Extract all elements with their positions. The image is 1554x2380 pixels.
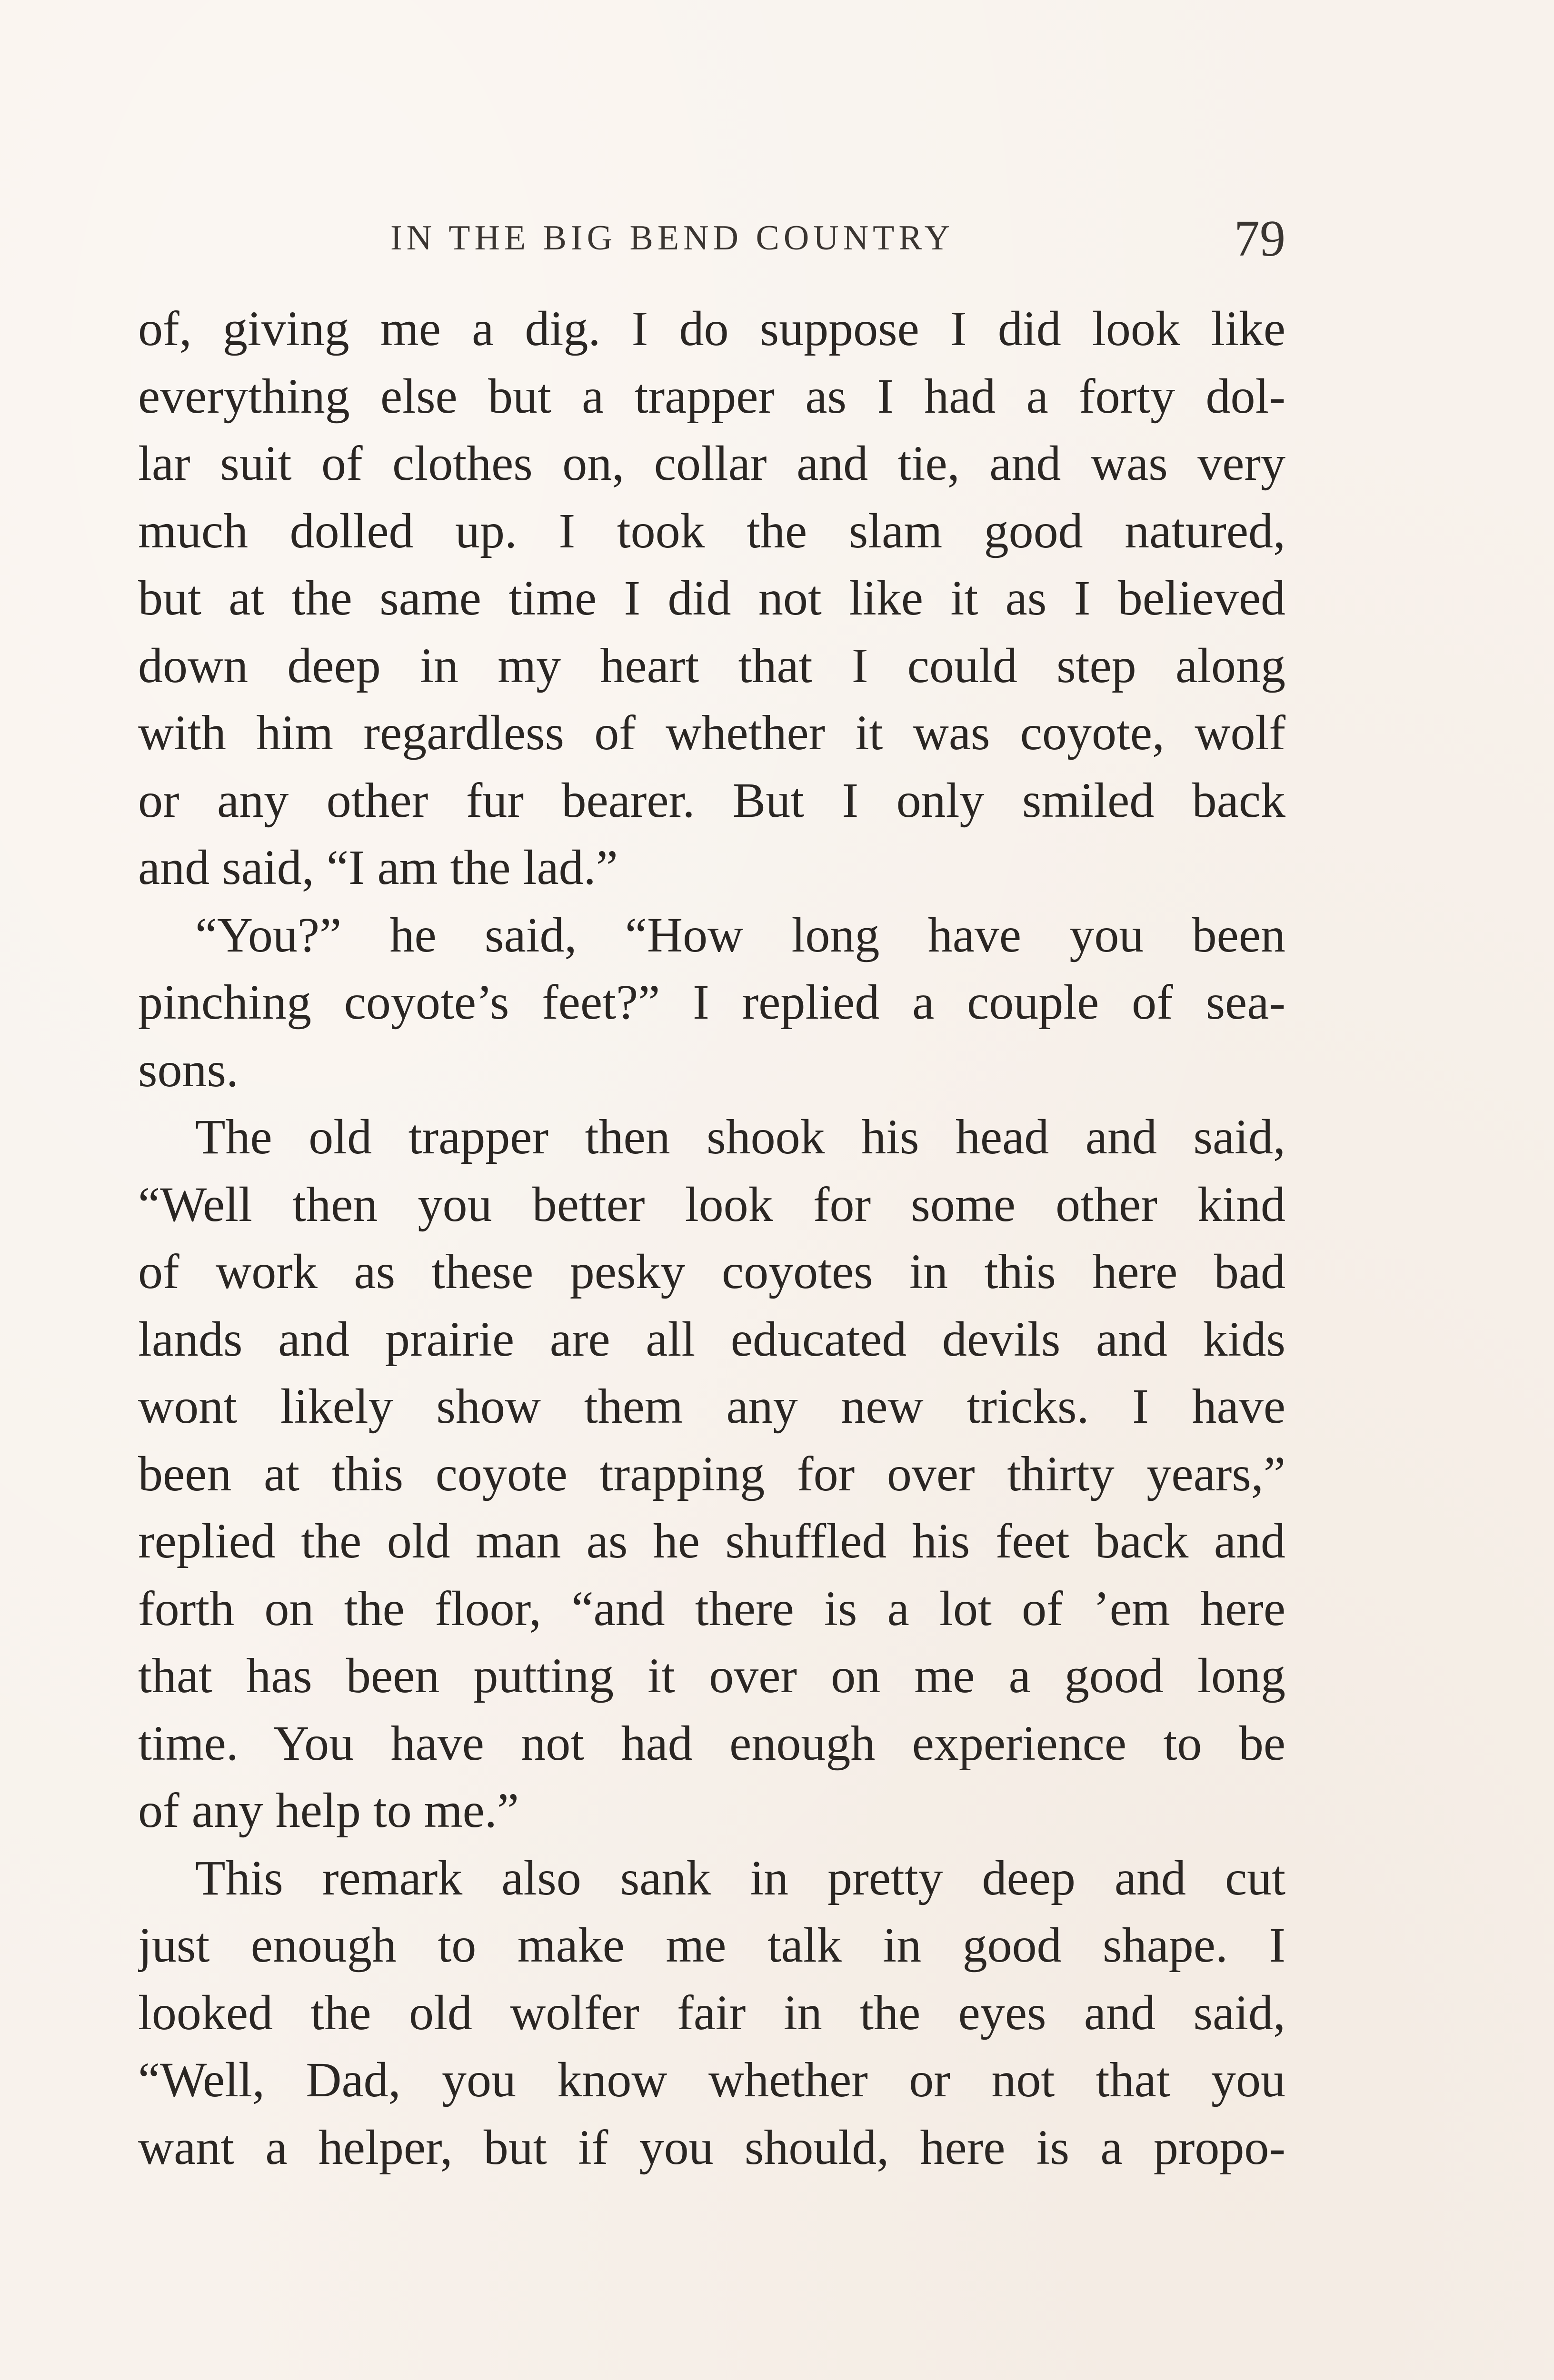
- text-line: of, giving me a dig. I do suppose I did look like: [138, 301, 1285, 356]
- text-line: sons.: [138, 1042, 239, 1097]
- running-title: IN THE BIG BEND COUNTRY: [390, 218, 955, 258]
- text-line: just enough to make me talk in good shape. I: [138, 1918, 1285, 1973]
- text-line: forth on the floor, “and there is a lot of ’em here: [138, 1581, 1285, 1636]
- text-line: wont likely show them any new tricks. I have: [138, 1379, 1285, 1434]
- text-line: “Well, Dad, you know whether or not that you: [138, 2053, 1285, 2107]
- text-line: or any other fur bearer. But I only smiled back: [138, 773, 1285, 828]
- text-line: everything else but a trapper as I had a forty dol-: [138, 368, 1285, 424]
- text-line: “You?” he said, “How long have you been: [195, 907, 1285, 962]
- text-line: lar suit of clothes on, collar and tie, and was very: [138, 436, 1285, 491]
- text-line: want a helper, but if you should, here is a propo-: [138, 2120, 1285, 2175]
- text-line: much dolled up. I took the slam good natured,: [138, 503, 1285, 558]
- running-head: [138, 209, 1285, 267]
- text-line: looked the old wolfer fair in the eyes and said,: [138, 1985, 1285, 2040]
- text-line: This remark also sank in pretty deep and cut: [195, 1850, 1285, 1905]
- text-line: replied the old man as he shuffled his feet back and: [138, 1514, 1285, 1568]
- text-line: and said, “I am the lad.”: [138, 840, 618, 895]
- text-line: pinching coyote’s feet?” I replied a couple of sea-: [138, 975, 1285, 1030]
- text-line: The old trapper then shook his head and said,: [195, 1110, 1285, 1164]
- text-line: of any help to me.”: [138, 1783, 519, 1838]
- text-line: but at the same time I did not like it as I believed: [138, 571, 1285, 625]
- text-line: with him regardless of whether it was coyote, wolf: [138, 705, 1285, 760]
- text-line: down deep in my heart that I could step along: [138, 638, 1285, 693]
- text-line: time. You have not had enough experience to be: [138, 1716, 1285, 1771]
- text-line: that has been putting it over on me a good long: [138, 1648, 1285, 1703]
- page-number: 79: [1234, 210, 1285, 267]
- text-line: of work as these pesky coyotes in this here bad: [138, 1244, 1285, 1299]
- text-line: been at this coyote trapping for over thirty years,”: [138, 1446, 1285, 1501]
- body-text: [138, 295, 1285, 2181]
- text-line: “Well then you better look for some other kind: [138, 1177, 1285, 1232]
- text-line: lands and prairie are all educated devils and kids: [138, 1311, 1285, 1367]
